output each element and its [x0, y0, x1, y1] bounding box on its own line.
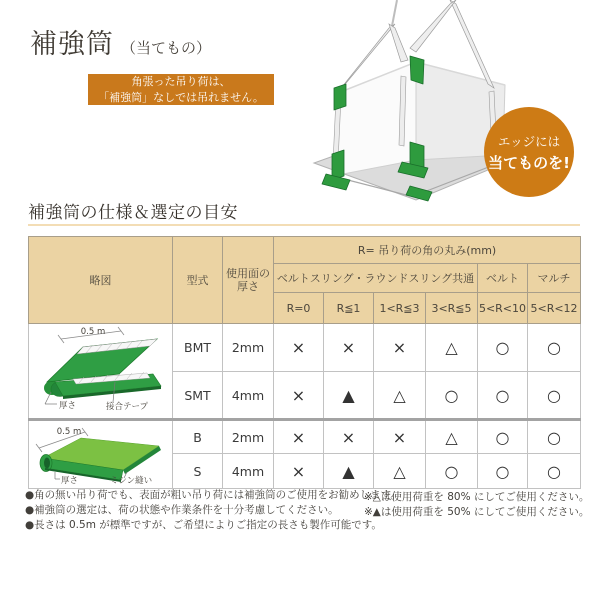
mark-cell: ×: [274, 420, 324, 454]
edge-protection-badge-line2: 当てものを!: [488, 153, 570, 172]
mark-cell: ×: [274, 454, 324, 489]
header-r-title: R= 吊り荷の角の丸み(mm): [274, 237, 581, 264]
table-row-b: [29, 420, 581, 454]
mark-cell: ×: [324, 420, 374, 454]
model-cell: S: [173, 454, 223, 489]
thickness-cell: 2mm: [223, 324, 274, 372]
spec-table: [28, 236, 581, 489]
warning-callout-line1: 角張った吊り荷は、: [131, 75, 231, 88]
mark-cell: ○: [528, 454, 581, 489]
footnotes-left: [25, 488, 401, 533]
mark-cell: ○: [528, 420, 581, 454]
mark-cell: △: [426, 324, 478, 372]
thickness-cell: 2mm: [223, 420, 274, 454]
header-group-common: ベルトスリング・ラウンドスリング共通: [274, 264, 478, 293]
sketch-sewn-cell: [29, 420, 173, 489]
mark-cell: △: [374, 454, 426, 489]
mark-cell: △: [426, 420, 478, 454]
mark-cell: ×: [374, 420, 426, 454]
mark-cell: ×: [274, 372, 324, 420]
mark-cell: ×: [324, 324, 374, 372]
header-range-1: R≦1: [324, 293, 374, 324]
sketch-tape-cell: [29, 324, 173, 420]
header-group-belt: ベルト: [478, 264, 528, 293]
page-title-main: 補強筒: [30, 29, 114, 60]
footnote-symbol-legend: ※△は使用荷重を 80% にしてご使用ください。: [364, 491, 590, 503]
mark-cell: ○: [478, 324, 528, 372]
thickness-cell: 4mm: [223, 454, 274, 489]
mark-cell: ○: [478, 372, 528, 420]
header-range-3: 3<R≦5: [426, 293, 478, 324]
sketch-thickness-label: 厚さ: [60, 475, 78, 486]
model-cell: BMT: [173, 324, 223, 372]
edge-protection-badge: [484, 107, 574, 197]
sketch-dimension-label: 0.5 m: [80, 327, 105, 337]
page-title-note: （当てもの）: [121, 39, 212, 57]
header-surface-line2: 厚さ: [237, 280, 259, 293]
sketch-seam-label: ミシン縫い: [109, 475, 152, 486]
header-range-4: 5<R<10: [478, 293, 528, 324]
thickness-cell: 4mm: [223, 372, 274, 420]
footnote: ●補強筒の選定は、荷の状態や作業条件を十分考慮してください。: [25, 504, 339, 516]
header-sketch: 略図: [29, 237, 173, 324]
header-surface-line1: 使用面の: [226, 267, 270, 280]
footnote: ●長さは 0.5m が標準ですが、ご希望によりご指定の長さも製作可能です。: [25, 519, 382, 531]
mark-cell: ○: [478, 454, 528, 489]
header-range-2: 1<R≦3: [374, 293, 426, 324]
warning-callout: [88, 74, 274, 105]
sketch-seam-label: 接合テープ: [105, 402, 148, 412]
section-heading-underline: [28, 224, 580, 226]
sewn-tube-sketch: [31, 422, 171, 488]
model-cell: B: [173, 420, 223, 454]
mark-cell: ○: [528, 324, 581, 372]
mark-cell: ▲: [324, 372, 374, 420]
sketch-dimension-label: 0.5 m: [56, 426, 81, 437]
mark-cell: ▲: [324, 454, 374, 489]
mark-cell: △: [374, 372, 426, 420]
page-title: [30, 22, 211, 61]
header-model: 型式: [173, 237, 223, 324]
header-range-5: 5<R<12: [528, 293, 581, 324]
table-row-bmt: [29, 324, 581, 372]
header-surface-thickness: [223, 237, 274, 324]
model-cell: SMT: [173, 372, 223, 420]
header-group-multi: マルチ: [528, 264, 581, 293]
header-range-0: R=0: [274, 293, 324, 324]
footnote-symbol-legend: ※▲は使用荷重を 50% にしてご使用ください。: [364, 506, 590, 518]
sketch-thickness-label: 厚さ: [58, 401, 76, 411]
footnote: ●角の無い吊り荷でも、表面が粗い吊り荷には補強筒のご使用をお勧めします。: [25, 489, 401, 501]
mark-cell: ×: [274, 324, 324, 372]
mark-cell: ○: [528, 372, 581, 420]
mark-cell: ○: [426, 454, 478, 489]
warning-callout-line2: 「補強筒」なしでは吊れません。: [98, 90, 264, 104]
mark-cell: ×: [374, 324, 426, 372]
tape-tube-sketch: [31, 324, 171, 418]
mark-cell: ○: [478, 420, 528, 454]
mark-cell: ○: [426, 372, 478, 420]
footnotes-right: [364, 490, 589, 520]
section-heading: 補強筒の仕様＆選定の目安: [28, 203, 238, 223]
edge-protection-badge-line1: エッジには: [497, 133, 561, 149]
